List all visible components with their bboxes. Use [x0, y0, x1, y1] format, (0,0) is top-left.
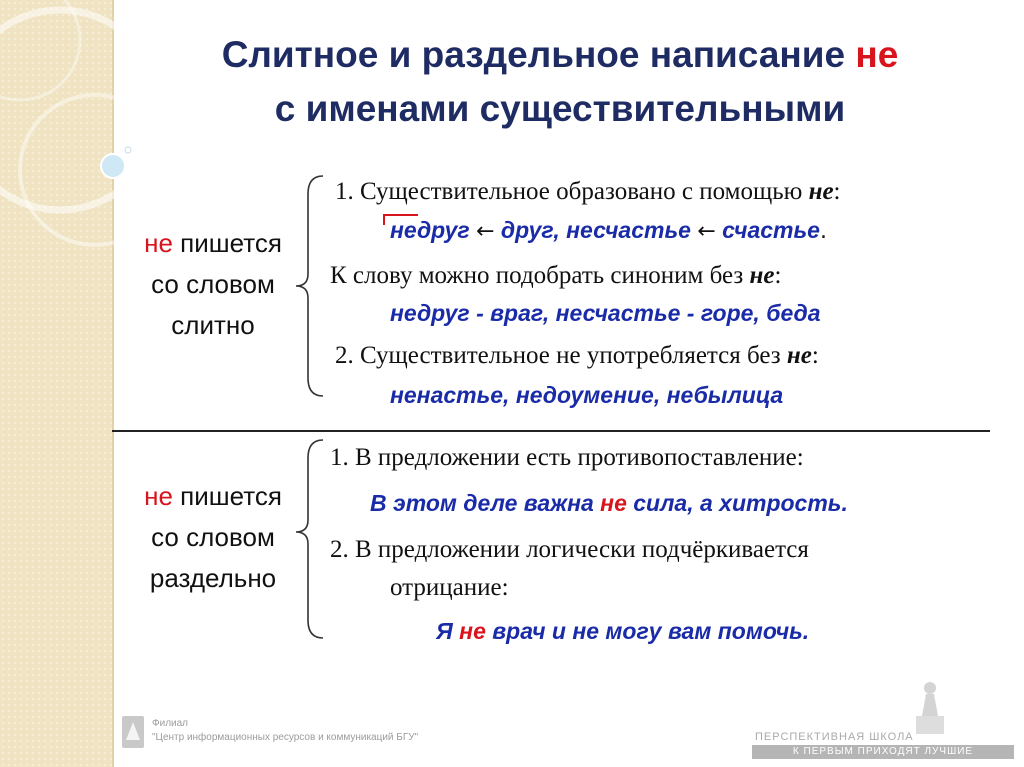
section2-rule2-cont: отрицание:	[390, 574, 509, 601]
section2-rule1: 1. В предложении есть противопоставление:	[330, 444, 804, 471]
section-divider	[112, 430, 990, 432]
statue-logo-icon	[902, 676, 958, 736]
label-text: пишется	[172, 228, 282, 258]
title-line1: Слитное и раздельное написание	[221, 34, 856, 75]
example-ne: не	[600, 490, 627, 516]
rule2-ne: не	[786, 342, 812, 369]
section1-rule2: 2. Существительное не употребляется без не:	[335, 342, 819, 369]
label-line2: со словом	[151, 522, 275, 552]
section2-example1: В этом деле важна не сила, а хитрость.	[370, 490, 848, 516]
bubble-icon	[101, 154, 125, 178]
footer-line1: Филиал	[152, 718, 189, 729]
label-ne: не	[144, 228, 173, 258]
section1-rule1: 1. Существительное образовано с помощью не:	[335, 178, 841, 205]
label-line3: слитно	[171, 310, 255, 340]
page-title	[120, 28, 1000, 136]
rule1b-ne: не	[749, 262, 775, 289]
arrow-left-icon: ←	[697, 219, 716, 244]
section1-example1: недруг ← друг, несчастье ← счастье.	[390, 217, 827, 244]
example-ne: не	[459, 618, 486, 644]
section1-example2: ненастье, недоумение, небылица	[390, 382, 784, 408]
section2-example2: Я не врач и не могу вам помочь.	[436, 618, 810, 644]
section2-rule2: 2. В предложении логически подчёркивается	[330, 536, 809, 563]
title-line2: с именами существительными	[274, 88, 846, 129]
branch-logo-icon	[120, 714, 148, 752]
footer-line2: "Центр информационных ресурсов и коммуникаций БГУ"	[152, 732, 419, 743]
section1-example1b: недруг - враг, несчастье - горе, беда	[390, 300, 821, 326]
section1-rule1b: К слову можно подобрать синоним без не:	[330, 262, 782, 289]
rule1-ne: не	[808, 178, 834, 205]
label-text: пишется	[172, 481, 282, 511]
title-ne: не	[855, 34, 899, 75]
brand-slogan: К ПЕРВЫМ ПРИХОДЯТ ЛУЧШИЕ	[752, 745, 1014, 759]
section2-label	[118, 476, 308, 599]
label-line3: раздельно	[149, 563, 277, 593]
label-ne: не	[144, 481, 173, 511]
section1-label	[118, 223, 308, 346]
brand-title: ПЕРСПЕКТИВНАЯ ШКОЛА	[755, 731, 914, 743]
arrow-left-icon: ←	[476, 219, 495, 244]
label-line2: со словом	[151, 269, 275, 299]
